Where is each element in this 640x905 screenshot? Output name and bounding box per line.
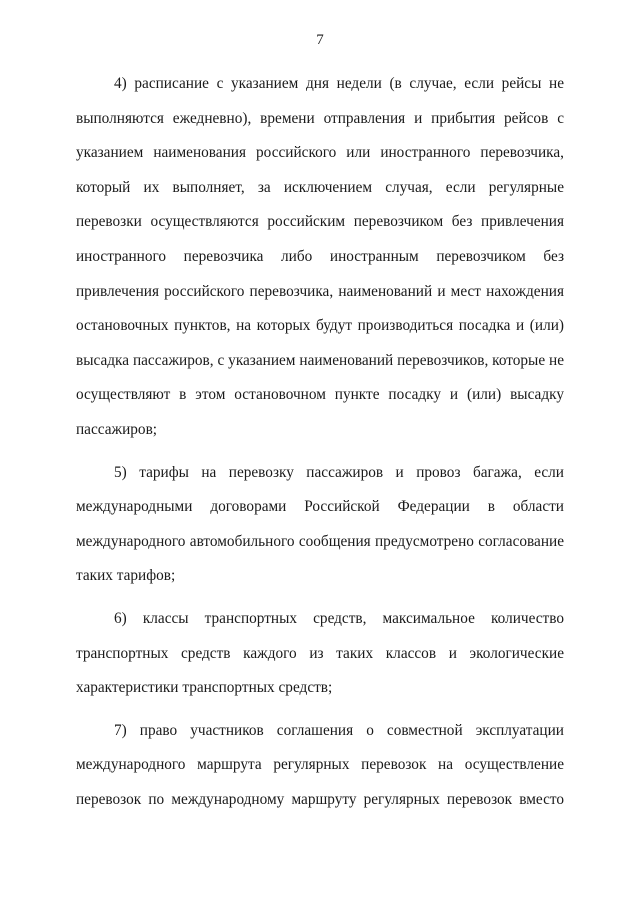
text-line: остановочных пунктов, на которых будут производиться посадка и (или) (76, 317, 564, 335)
text-line: 4) расписание с указанием дня недели (в случае, если рейсы не (114, 75, 564, 92)
text-line: привлечения российского перевозчика, наименований и мест нахождения (76, 282, 564, 300)
text-line: таких тарифов; (76, 567, 176, 585)
text-line: международными договорами Российской Федерации в области (76, 498, 564, 516)
paragraph-item-7 (76, 719, 564, 823)
document-body (76, 72, 564, 830)
text-line: высадка пассажиров, с указанием наименований перевозчиков, которые не (76, 351, 564, 369)
text-line: перевозки осуществляются российским перевозчиком без привлечения (76, 213, 564, 231)
text-line: 5) тарифы на перевозку пассажиров и провоз багажа, если (114, 463, 564, 481)
page-number: 7 (316, 32, 324, 48)
text-line: международного автомобильного сообщения предусмотрено согласование (76, 532, 564, 550)
text-line: выполняются ежедневно), времени отправления и прибытия рейсов с (76, 109, 564, 127)
text-line: пассажиров; (76, 420, 158, 438)
paragraph-item-5 (76, 461, 564, 599)
text-line: осуществляют в этом остановочном пункте посадку и (или) высадку (76, 386, 564, 404)
text-line: перевозок по международному маршруту регулярных перевозок вместо (76, 790, 564, 808)
text-line: характеристики транспортных средств; (76, 679, 333, 697)
text-line: указанием наименования российского или иностранного перевозчика, (76, 144, 564, 162)
paragraph-item-4 (76, 72, 564, 453)
paragraph-item-6 (76, 607, 564, 711)
text-line: международного маршрута регулярных перевозок на осуществление (76, 756, 564, 774)
text-line: транспортных средств каждого из таких классов и экологические (76, 644, 564, 662)
text-line: иностранного перевозчика либо иностранным перевозчиком без (76, 247, 564, 265)
text-line: 6) классы транспортных средств, максимальное количество (114, 609, 564, 627)
text-line: который их выполняет, за исключением случая, если регулярные (76, 178, 564, 196)
text-line: 7) право участников соглашения о совместной эксплуатации (114, 721, 564, 739)
